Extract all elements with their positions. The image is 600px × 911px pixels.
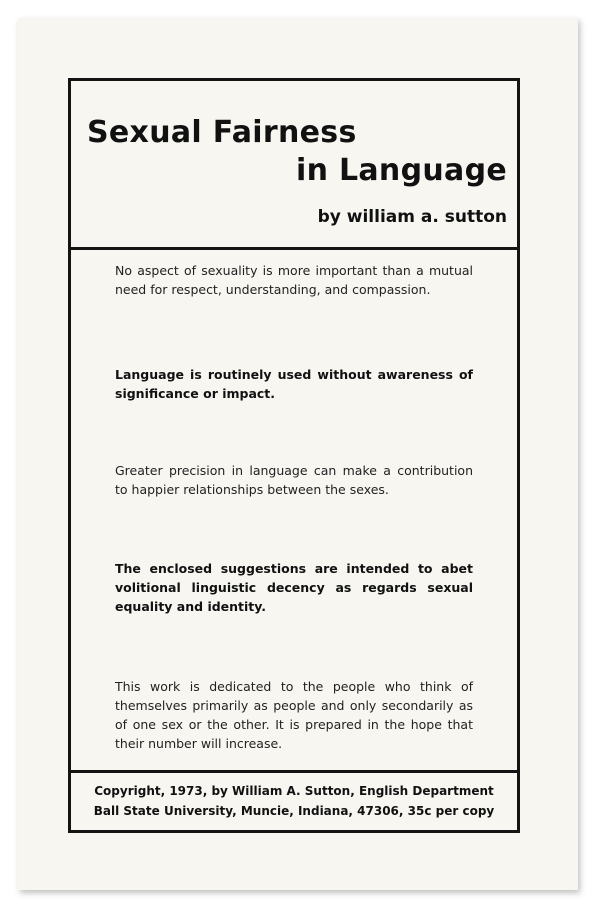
copyright-line-2: Ball State University, Muncie, Indiana, 47306, 35c per copy <box>93 804 495 818</box>
paragraph: The enclosed suggestions are intended to abet volitional linguistic decency as regards sexual equality and identity. <box>115 561 473 614</box>
body-block <box>71 247 517 770</box>
content-frame <box>68 78 520 833</box>
copyright-line-1: Copyright, 1973, by William A. Sutton, English Department <box>94 784 494 798</box>
author-byline: by william a. sutton <box>317 207 507 227</box>
title-line-2: in Language <box>295 153 507 188</box>
title-block <box>71 81 517 250</box>
pamphlet-page <box>18 18 578 890</box>
paragraph: No aspect of sexuality is more important than a mutual need for respect, understanding, and compassion. <box>115 263 473 297</box>
title-line-1: Sexual Fairness <box>87 115 357 150</box>
dedication-paragraph: This work is dedicated to the people who think of themselves primarily as people and only secondarily as of one sex or the other. It is prepared in the hope that their number will increase. <box>115 679 473 751</box>
paragraph: Greater precision in language can make a contribution to happier relationships between the sexes. <box>115 463 473 497</box>
paragraph: Language is routinely used without awareness of significance or impact. <box>115 367 473 401</box>
copyright-block <box>71 770 517 830</box>
